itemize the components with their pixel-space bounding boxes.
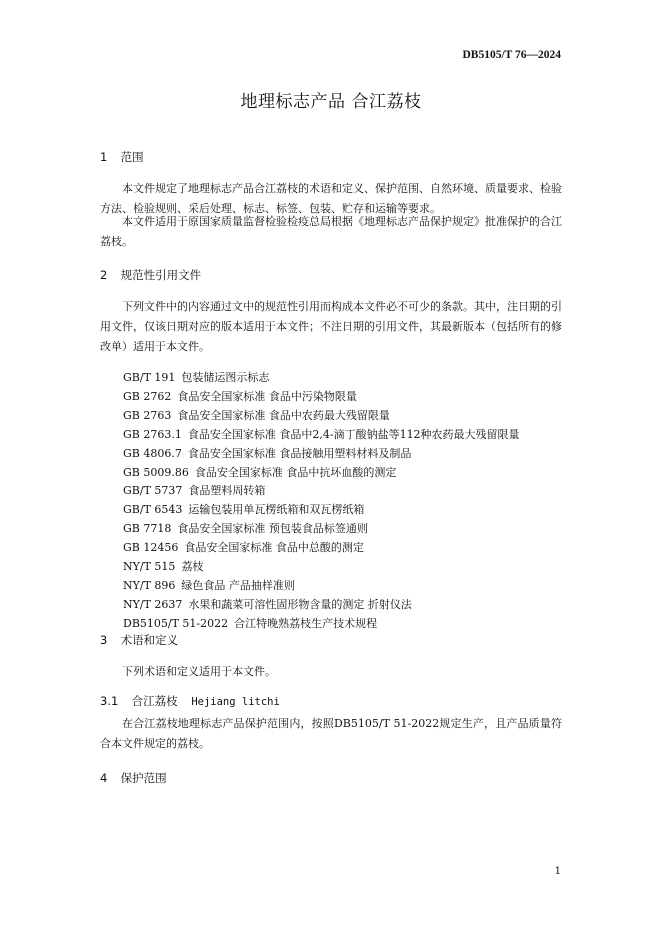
reference-item — [123, 464, 520, 483]
section-number: 4 — [100, 771, 108, 785]
reference-code: GB 7718 — [123, 522, 172, 536]
reference-name: 食品塑料周转箱 — [188, 484, 266, 498]
reference-code: DB5105/T 51-2022 — [123, 616, 229, 630]
reference-code: GB 12456 — [123, 541, 179, 555]
term-3-1-heading — [100, 693, 280, 709]
term-number: 3.1 — [100, 694, 119, 708]
reference-code: GB 2763.1 — [123, 427, 182, 441]
reference-code: NY/T 515 — [123, 560, 176, 574]
reference-code: NY/T 896 — [123, 578, 176, 592]
reference-name: 包装储运图示标志 — [181, 371, 270, 384]
reference-code: GB 2763 — [123, 408, 172, 422]
reference-name: 水果和蔬菜可溶性固形物含量的测定 折射仪法 — [188, 597, 412, 611]
reference-name: 运输包装用单瓦楞纸箱和双瓦楞纸箱 — [188, 503, 365, 517]
section-number: 1 — [100, 150, 108, 164]
reference-code: GB/T 191 — [123, 371, 176, 384]
reference-item — [123, 539, 520, 558]
reference-name: 食品安全国家标准 食品中总酸的测定 — [184, 541, 364, 555]
standard-code: DB5105/T 76—2024 — [462, 49, 561, 61]
reference-item — [123, 445, 520, 464]
reference-item — [123, 520, 520, 539]
section-number: 2 — [100, 268, 108, 282]
document-title: 地理标志产品 合江荔枝 — [240, 92, 422, 112]
section-title: 规范性引用文件 — [120, 268, 202, 282]
reference-code: GB 5009.86 — [123, 465, 189, 479]
reference-item — [123, 388, 520, 407]
section-1-heading — [100, 149, 144, 165]
reference-item — [123, 558, 520, 577]
reference-name: 食品安全国家标准 食品接触用塑料材料及制品 — [187, 446, 412, 460]
reference-item — [123, 596, 520, 615]
reference-item — [123, 577, 520, 596]
section-1-paragraph-1: 本文件规定了地理标志产品合江荔枝的术语和定义、保护范围、自然环境、质量要求、检验方法、检验规则、采后处理、标志、标签、包装、贮存和运输等要求。 — [100, 182, 562, 215]
reference-list — [123, 369, 520, 634]
section-2-paragraph: 下列文件中的内容通过文中的规范性引用而构成本文件必不可少的条款。其中，注日期的引用文件，仅该日期对应的版本适用于本文件；不注日期的引用文件，其最新版本（包括所有的修改单）适用于本文件。 — [100, 300, 562, 353]
reference-name: 合江特晚熟荔枝生产技术规程 — [234, 616, 378, 630]
reference-item — [123, 426, 520, 445]
section-1-paragraph-2: 本文件适用于原国家质量监督检验检疫总局根据《地理标志产品保护规定》批准保护的合江荔枝。 — [100, 215, 562, 248]
reference-name: 绿色食品 产品抽样准则 — [181, 578, 295, 592]
section-title: 保护范围 — [120, 771, 167, 785]
page-number: 1 — [554, 866, 561, 877]
reference-name: 食品安全国家标准 食品中污染物限量 — [177, 389, 357, 403]
section-2-heading — [100, 267, 201, 283]
reference-code: GB/T 5737 — [123, 484, 183, 498]
section-title: 范围 — [120, 150, 144, 164]
section-3-heading — [100, 632, 178, 648]
reference-name: 食品安全国家标准 食品中抗坏血酸的测定 — [194, 465, 397, 479]
reference-item — [123, 615, 520, 634]
reference-item — [123, 407, 520, 426]
section-title: 术语和定义 — [120, 633, 179, 647]
reference-code: GB 4806.7 — [123, 446, 182, 460]
reference-item — [123, 501, 520, 520]
reference-name: 食品安全国家标准 预包装食品标签通则 — [177, 522, 368, 536]
term-english: Hejiang litchi — [191, 696, 280, 708]
reference-name: 食品安全国家标准 食品中农药最大残留限量 — [177, 408, 390, 422]
section-3-paragraph: 下列术语和定义适用于本文件。 — [122, 665, 276, 678]
term-3-1-definition: 在合江荔枝地理标志产品保护范围内，按照DB5105/T 51-2022规定生产，且产品质量符合本文件规定的荔枝。 — [100, 717, 562, 750]
reference-code: GB 2762 — [123, 389, 172, 403]
reference-name: 食品安全国家标准 食品中2,4-滴丁酸钠盐等112种农药最大残留限量 — [187, 427, 520, 441]
term-title: 合江荔枝 — [131, 694, 178, 708]
reference-code: NY/T 2637 — [123, 597, 183, 611]
reference-item — [123, 369, 520, 388]
section-4-heading — [100, 770, 167, 786]
section-number: 3 — [100, 633, 108, 647]
reference-code: GB/T 6543 — [123, 503, 183, 517]
reference-name: 荔枝 — [181, 560, 204, 574]
reference-item — [123, 482, 520, 501]
